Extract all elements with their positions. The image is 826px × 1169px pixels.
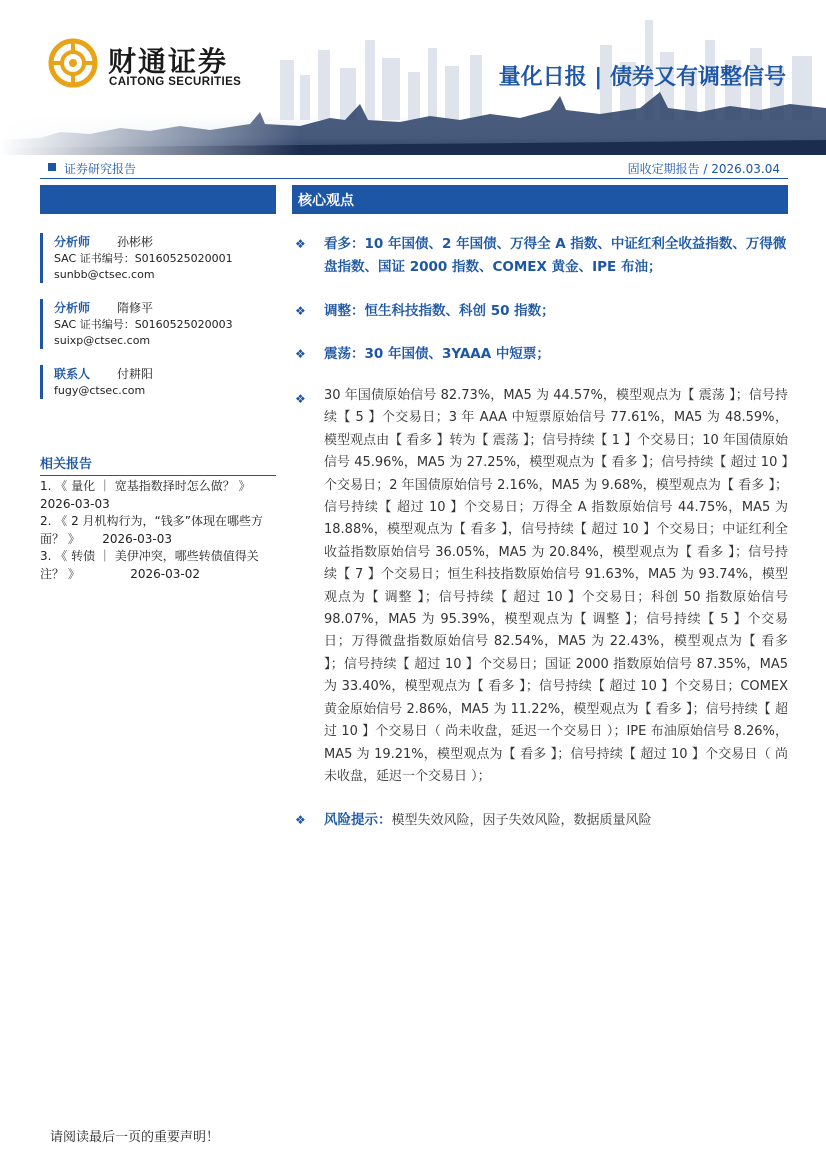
- analyst-role: 分析师: [54, 235, 91, 249]
- report-title: 量化日报 | 债券又有调整信号: [498, 65, 786, 90]
- analyst-card: [40, 299, 276, 349]
- related-report-date: 2026-03-02: [130, 566, 200, 581]
- contact-email[interactable]: fugy@ctsec.com: [54, 384, 146, 397]
- risk-label: 风险提示：: [324, 812, 392, 828]
- core-views-band: [292, 185, 788, 214]
- signal-detail-paragraph: 30 年国债原始信号 82.73%，MA5 为 44.57%，模型观点为【 震荡 】；信号持续【 5 】个交易日；3 年 AAA 中短票原始信号 77.61%，MA5 为 48.59%，模型观点由【 看多 】转为【 震荡 】；信号持续【 1 】个交易日；10 年国债原始信号 45.96%，MA5 为 27.25%，模型观点为【 看多 】；信号持续【 超过 10 】个交易日；2 年国债原始信号 2.16%，MA5 为 9.68%，模型观点为【 看多 】；信号持续【 超过 10 】个交易日；万得全 A 指数原始信号 44.75%，MA5 为 18.88%，模型观点为【 看多 】，信号持续【 超过 10 】个交易日；中证红利全收益指数原始信号 36.05%，MA5 为 20.84%，模型观点为【 看多 】；信号持续【 7 】个交易日；恒生科技指数原始信号 91.63%，MA5 为 93.74%，模型观点为【 调整 】；信号持续【 超过 10 】个交易日；科创 50 指数原始信号 98.07%，MA5 为 95.39%，模型观点为【 调整 】；信号持续【 5 】个交易日；万得微盘指数原始信号 82.54%，MA5 为 22.43%，模型观点为【 看多 】；信号持续【 超过 10 】个交易日；国证 2000 指数原始信号 87.35%，MA5 为 33.40%，模型观点为【 看多 】；信号持续【 超过 10 】个交易日；COMEX 黄金原始信号 2.86%，MA5 为 11.22%，模型观点为【 看多 】；信号持续【 超过 10 】个交易日（ 尚未收盘，延迟一个交易日 ）；IPE 布油原始信号 8.26%，MA5 为 19.21%，模型观点为【 看多 】；信号持续【 超过 10 】个交易日（ 尚未收盘，延迟一个交易日 ）；: [324, 388, 788, 784]
- contact-name: 付耕阳: [117, 367, 154, 381]
- caitong-logo: [48, 36, 258, 96]
- risk-warning: [324, 808, 788, 828]
- risk-text: 模型失效风险，因子失效风险，数据质量风险: [391, 813, 652, 828]
- analyst-name: 孙彬彬: [117, 235, 154, 249]
- contact-card: [40, 365, 276, 399]
- related-reports-title: 相关报告: [40, 453, 276, 476]
- disclaimer-note: 请阅读最后一页的重要声明！: [50, 1130, 220, 1145]
- related-report-item[interactable]: [40, 478, 276, 513]
- contact-role: 联系人: [54, 367, 91, 381]
- diamond-bullet-icon: ❖: [295, 347, 306, 361]
- related-reports-list: [40, 478, 276, 583]
- report-category: 证券研究报告: [64, 162, 137, 176]
- core-views-title: 核心观点: [298, 193, 354, 209]
- adjust-point: 调整：恒生科技指数、科创 50 指数；: [324, 303, 555, 319]
- report-header: [0, 0, 826, 155]
- analyst-name: 隋修平: [117, 301, 154, 315]
- diamond-bullet-icon: ❖: [295, 304, 306, 318]
- report-type-date: 固收定期报告 / 2026.03.04: [627, 162, 780, 176]
- diamond-bullet-icon: ❖: [295, 813, 306, 827]
- volatile-point: 震荡：30 年国债、3YAAA 中短票；: [324, 346, 550, 362]
- logo-english-name: CAITONG SECURITIES: [109, 76, 242, 88]
- related-report-title: 1. 《 量化 ｜ 宽基指数择时怎么做？ 》: [40, 479, 251, 493]
- related-report-date: 2026-03-03: [102, 531, 172, 546]
- subheader-bar: [40, 157, 788, 179]
- sidebar-header-band: [40, 185, 276, 214]
- bullish-point: 看多：10 年国债、2 年国债、万得全 A 指数、中证红利全收益指数、万得微盘指数、国证 2000 指数、COMEX 黄金、IPE 布油；: [324, 236, 787, 275]
- related-report-item[interactable]: [40, 548, 276, 583]
- analyst-role: 分析师: [54, 301, 91, 315]
- logo-coin-icon: [48, 38, 98, 88]
- logo-chinese-name: 财通证券: [108, 45, 229, 78]
- related-report-title: 2. 《 2 月机构行为，“钱多”体现在哪些方面？ 》: [40, 514, 263, 546]
- diamond-bullet-icon: ❖: [295, 392, 306, 406]
- analyst-sac: SAC 证书编号：S0160525020003: [54, 318, 233, 331]
- related-report-item[interactable]: [40, 513, 276, 548]
- square-bullet-icon: [48, 163, 56, 171]
- related-report-date: 2026-03-03: [40, 496, 110, 511]
- related-report-title: 3. 《 转债 ｜ 美伊冲突，哪些转债值得关注？ 》: [40, 549, 259, 581]
- analyst-sac: SAC 证书编号：S0160525020001: [54, 252, 233, 265]
- analyst-email[interactable]: suixp@ctsec.com: [54, 334, 151, 347]
- analyst-card: [40, 233, 276, 283]
- analyst-email[interactable]: sunbb@ctsec.com: [54, 268, 155, 281]
- diamond-bullet-icon: ❖: [295, 237, 306, 251]
